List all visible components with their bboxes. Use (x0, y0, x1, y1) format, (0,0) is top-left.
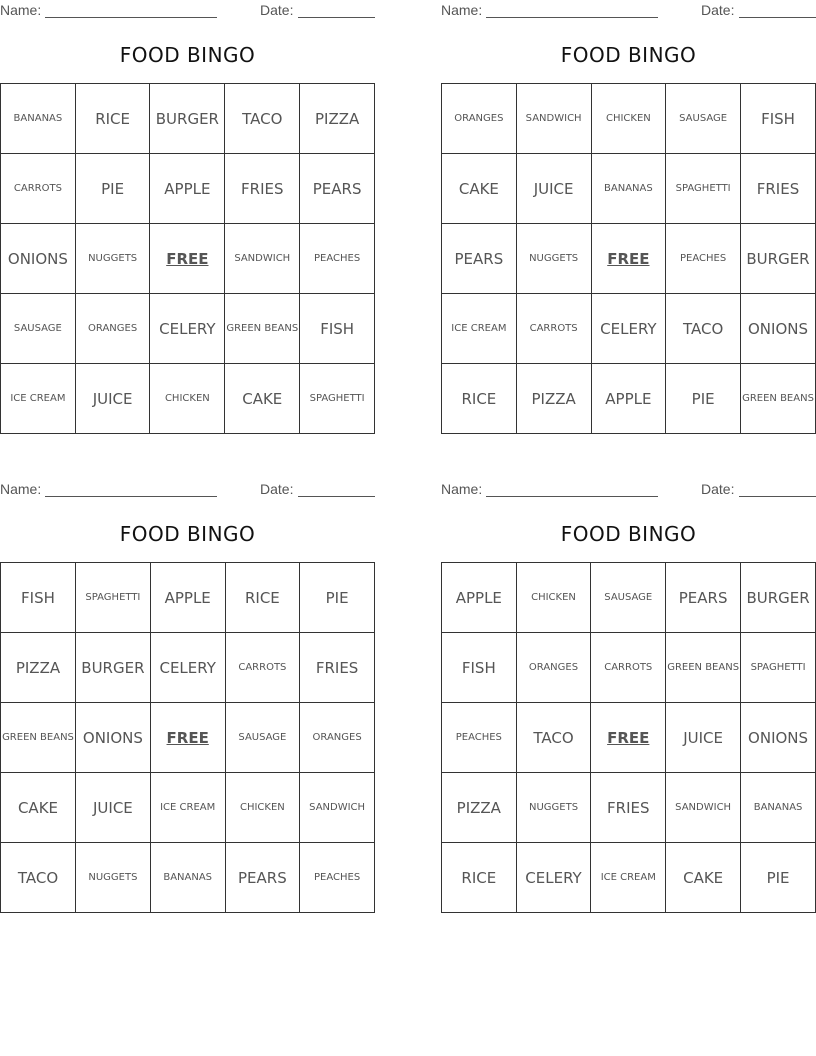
bingo-cell: BURGER (150, 84, 225, 154)
bingo-cell: PIZZA (516, 364, 591, 434)
bingo-cell: PIE (666, 364, 741, 434)
bingo-cell: BANANAS (741, 773, 816, 843)
bingo-row (442, 364, 816, 434)
bingo-row (442, 224, 816, 294)
bingo-cell: PEACHES (300, 843, 375, 913)
date-label: Date: (701, 2, 735, 18)
bingo-cell: PIE (741, 843, 816, 913)
bingo-cell: NUGGETS (516, 773, 591, 843)
card-header (441, 479, 816, 501)
bingo-cell: GREEN BEANS (666, 633, 741, 703)
bingo-cell: FISH (442, 633, 517, 703)
bingo-row (442, 843, 816, 913)
free-space: FREE (150, 703, 225, 773)
bingo-cell: ORANGES (75, 294, 150, 364)
bingo-cell: PEARS (300, 154, 375, 224)
bingo-cell: NUGGETS (516, 224, 591, 294)
bingo-row (442, 294, 816, 364)
bingo-row (442, 773, 816, 843)
bingo-cell: TACO (666, 294, 741, 364)
date-field-line (298, 17, 375, 18)
bingo-row (442, 703, 816, 773)
bingo-cell: SPAGHETTI (666, 154, 741, 224)
bingo-cell: SAUSAGE (225, 703, 300, 773)
bingo-cell: SAUSAGE (591, 563, 666, 633)
bingo-cell: NUGGETS (75, 224, 150, 294)
bingo-cell: CARROTS (591, 633, 666, 703)
bingo-cell: SANDWICH (666, 773, 741, 843)
free-space: FREE (150, 224, 225, 294)
bingo-cell: CAKE (225, 364, 300, 434)
bingo-cell: PEARS (666, 563, 741, 633)
bingo-cell: SAUSAGE (666, 84, 741, 154)
card-title: FOOD BINGO (119, 522, 256, 546)
bingo-cell: APPLE (442, 563, 517, 633)
bingo-cell: BURGER (75, 633, 150, 703)
bingo-cell: CHICKEN (516, 563, 591, 633)
bingo-cell: PEACHES (666, 224, 741, 294)
bingo-cell: RICE (442, 364, 517, 434)
card-title: FOOD BINGO (119, 43, 256, 67)
bingo-cell: SPAGHETTI (741, 633, 816, 703)
card-header (441, 0, 816, 22)
bingo-cell: FISH (1, 563, 76, 633)
bingo-cell: FISH (741, 84, 816, 154)
bingo-cell: CELERY (150, 633, 225, 703)
bingo-cell: ICE CREAM (150, 773, 225, 843)
bingo-cell: TACO (516, 703, 591, 773)
bingo-row (1, 224, 375, 294)
bingo-cell: GREEN BEANS (1, 703, 76, 773)
bingo-cell: TACO (225, 84, 300, 154)
bingo-cell: RICE (225, 563, 300, 633)
bingo-cell: CELERY (516, 843, 591, 913)
bingo-cell: BANANAS (1, 84, 76, 154)
card-title: FOOD BINGO (560, 43, 697, 67)
bingo-row (1, 154, 375, 224)
bingo-row (1, 563, 375, 633)
bingo-cell: APPLE (150, 563, 225, 633)
card-title: FOOD BINGO (560, 522, 697, 546)
bingo-cell: PIZZA (1, 633, 76, 703)
date-field-line (739, 17, 816, 18)
bingo-cell: RICE (75, 84, 150, 154)
bingo-cell: GREEN BEANS (741, 364, 816, 434)
bingo-cell: BURGER (741, 563, 816, 633)
free-space: FREE (591, 224, 666, 294)
bingo-cell: PEACHES (442, 703, 517, 773)
bingo-row (442, 154, 816, 224)
name-field-line (45, 496, 217, 497)
bingo-cell: ONIONS (75, 703, 150, 773)
bingo-row (1, 703, 375, 773)
bingo-cell: SANDWICH (300, 773, 375, 843)
bingo-grid (0, 562, 375, 913)
bingo-cell: NUGGETS (75, 843, 150, 913)
bingo-cell: CHICKEN (225, 773, 300, 843)
name-label: Name: (441, 481, 483, 497)
bingo-cell: CHICKEN (150, 364, 225, 434)
bingo-cell: SPAGHETTI (300, 364, 375, 434)
bingo-cell: FRIES (225, 154, 300, 224)
bingo-cell: PIE (300, 563, 375, 633)
bingo-cell: JUICE (75, 364, 150, 434)
bingo-cell: GREEN BEANS (225, 294, 300, 364)
name-field-line (486, 17, 658, 18)
bingo-cell: CHICKEN (591, 84, 666, 154)
bingo-row (1, 84, 375, 154)
bingo-cell: BURGER (741, 224, 816, 294)
bingo-cell: BANANAS (591, 154, 666, 224)
bingo-cell: ONIONS (741, 294, 816, 364)
date-field-line (739, 496, 816, 497)
bingo-cell: PIZZA (442, 773, 517, 843)
name-label: Name: (0, 481, 42, 497)
bingo-row (442, 563, 816, 633)
bingo-cell: FRIES (300, 633, 375, 703)
name-label: Name: (441, 2, 483, 18)
bingo-cell: FISH (300, 294, 375, 364)
bingo-cell: SPAGHETTI (75, 563, 150, 633)
bingo-cell: ORANGES (442, 84, 517, 154)
bingo-cell: PIE (75, 154, 150, 224)
bingo-cell: JUICE (516, 154, 591, 224)
bingo-row (1, 633, 375, 703)
bingo-grid (441, 562, 816, 913)
card-header (0, 0, 375, 22)
bingo-grid (441, 83, 816, 434)
date-label: Date: (701, 481, 735, 497)
bingo-cell: APPLE (150, 154, 225, 224)
bingo-cell: PEACHES (300, 224, 375, 294)
bingo-cell: CELERY (591, 294, 666, 364)
bingo-cell: CARROTS (516, 294, 591, 364)
bingo-cell: ONIONS (1, 224, 76, 294)
bingo-cell: RICE (442, 843, 517, 913)
bingo-cell: PIZZA (300, 84, 375, 154)
bingo-row (442, 633, 816, 703)
date-label: Date: (260, 481, 294, 497)
bingo-cell: APPLE (591, 364, 666, 434)
bingo-cell: TACO (1, 843, 76, 913)
bingo-cell: CARROTS (1, 154, 76, 224)
bingo-cell: FRIES (741, 154, 816, 224)
bingo-cell: PEARS (442, 224, 517, 294)
name-field-line (486, 496, 658, 497)
bingo-cell: JUICE (666, 703, 741, 773)
bingo-cell: JUICE (75, 773, 150, 843)
bingo-cell: BANANAS (150, 843, 225, 913)
bingo-row (1, 843, 375, 913)
bingo-cell: ONIONS (741, 703, 816, 773)
bingo-cell: CAKE (1, 773, 76, 843)
bingo-cell: PEARS (225, 843, 300, 913)
card-header (0, 479, 375, 501)
bingo-cell: ORANGES (300, 703, 375, 773)
free-space: FREE (591, 703, 666, 773)
bingo-cell: CAKE (442, 154, 517, 224)
bingo-cell: ICE CREAM (591, 843, 666, 913)
bingo-cell: ORANGES (516, 633, 591, 703)
bingo-row (1, 773, 375, 843)
name-label: Name: (0, 2, 42, 18)
bingo-cell: SAUSAGE (1, 294, 76, 364)
bingo-cell: FRIES (591, 773, 666, 843)
bingo-row (1, 364, 375, 434)
date-field-line (298, 496, 375, 497)
bingo-cell: CARROTS (225, 633, 300, 703)
date-label: Date: (260, 2, 294, 18)
bingo-cell: SANDWICH (225, 224, 300, 294)
bingo-row (442, 84, 816, 154)
bingo-grid (0, 83, 375, 434)
bingo-row (1, 294, 375, 364)
bingo-cell: ICE CREAM (442, 294, 517, 364)
name-field-line (45, 17, 217, 18)
bingo-cell: CELERY (150, 294, 225, 364)
bingo-cell: ICE CREAM (1, 364, 76, 434)
bingo-cell: CAKE (666, 843, 741, 913)
bingo-cell: SANDWICH (516, 84, 591, 154)
